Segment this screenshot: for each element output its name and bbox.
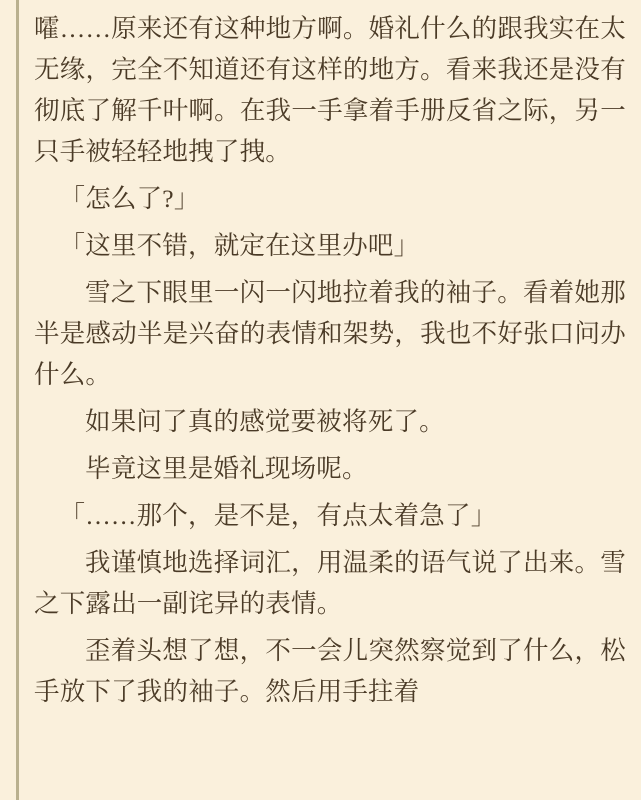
page-left-rule bbox=[16, 0, 19, 800]
paragraph: 雪之下眼里一闪一闪地拉着我的袖子。看着她那半是感动半是兴奋的表情和架势，我也不好张口问办什么。 bbox=[34, 278, 626, 389]
paragraph: 「这里不错，就定在这里办吧」 bbox=[59, 231, 420, 260]
paragraph: 毕竟这里是婚礼现场呢。 bbox=[85, 454, 368, 483]
paragraph: 如果问了真的感觉要被将死了。 bbox=[85, 407, 445, 436]
paragraph: 嚯……原来还有这种地方啊。婚礼什么的跟我实在太无缘，完全不知道还有这样的地方。看来我还是没有彻底了解千叶啊。在我一手拿着手册反省之际，另一只手被轻轻地拽了拽。 bbox=[34, 14, 626, 166]
paragraph: 「怎么了?」 bbox=[59, 184, 200, 213]
novel-text-content bbox=[34, 0, 626, 800]
paragraph: 歪着头想了想，不一会儿突然察觉到了什么，松手放下了我的袖子。然后用手拄着 bbox=[34, 636, 626, 706]
paragraph: 「……那个，是不是，有点太着急了」 bbox=[59, 501, 497, 530]
paragraph: 我谨慎地选择词汇，用温柔的语气说了出来。雪之下露出一副诧异的表情。 bbox=[34, 548, 626, 618]
